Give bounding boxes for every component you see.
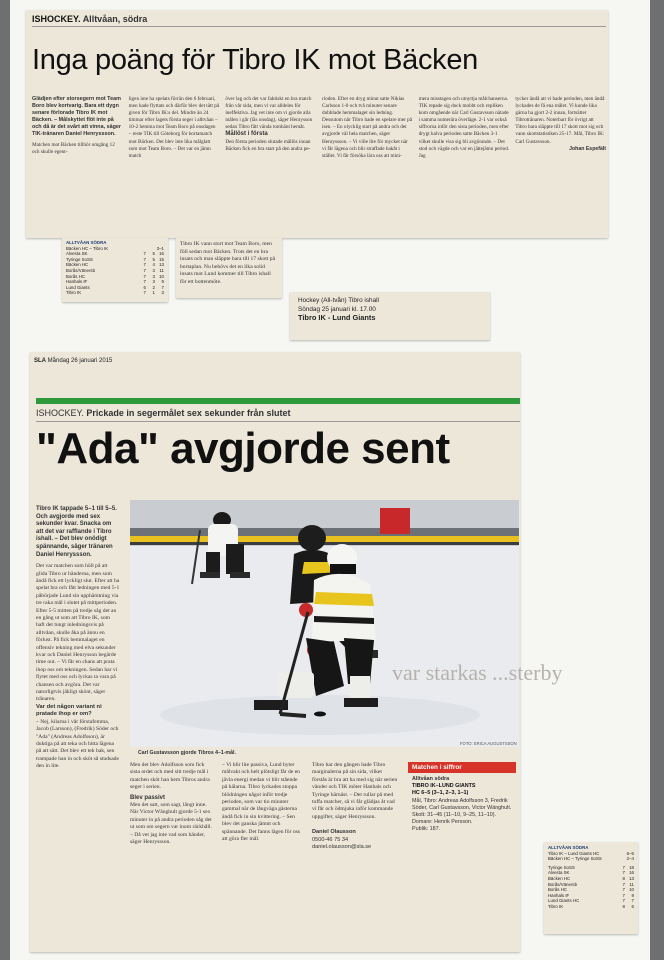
kicker-rule [32,26,606,27]
team-stat: 11 [159,267,164,273]
article2-kicker [36,408,290,418]
team-stat: 7 [161,284,164,290]
team-stat: 13 [159,262,164,268]
standings-clipping-2 [544,842,638,934]
team-stat: 10 [629,887,634,893]
result-score: 3–1 [156,245,164,251]
hockey-photo [130,500,563,747]
byline-phone: 0500-46 75 34 [312,836,349,843]
team-name: Bäcken HC [66,262,89,268]
standings-row [66,290,164,296]
team-stat: 2 [152,284,155,290]
team-stat: 13 [629,875,634,881]
team-stat: 16 [159,251,164,257]
arena-sign: var starkas ...sterby [392,660,563,685]
article2-lead: Tibro IK tappade 5–1 till 5–5. Och avgjorde med sex sekunder kvar. Snacka om att det var rafflande i Tibro ishall. – Det blev onödigt spännande, säger tränaren Daniel Henryssson. [36,506,117,558]
hockey-photo-image [130,500,563,747]
team-stat: 8 [622,903,625,909]
standings-table [66,251,164,296]
article1-lead: Glädjen efter storsegern mot Team Boro blev kortvarig. Bara ett dygn senare förlorade Tibro IK mot Bäcken. – Målskyttet flöt inte på och då är det svårt att vinna, säger TIK-tränaren Daniel Henryssson. [32,96,121,138]
team-stat: 11 [629,881,634,887]
facts-score: HC 6–5 (3–1, 2–3, 1–1) [412,790,469,797]
article1-column [515,96,606,234]
facts-box [408,762,516,932]
schedule-match: Tibro IK - Lund Giants [298,313,376,322]
team-stat: 7 [631,898,634,904]
article-clipping-1 [26,10,608,238]
team-stat: 10 [159,273,164,279]
team-name: Lund Giants HC [548,898,580,904]
team-stat: 6–5 [626,850,634,856]
kicker-text: Prickade in segermålet sex sekunder från slutet [86,408,291,418]
article1-body [32,96,606,234]
facts-shots: Skott: 31–45 (11–10, 9–25, 11–10). [412,812,497,819]
team-name: Borås HC [66,273,86,279]
team-name: Tyringe SoSS [548,864,575,870]
team-stat: 4 [152,262,155,268]
standings-row [548,904,634,910]
article2-headline: "Ada" avgjorde sent [36,424,450,473]
team-stat: 9 [161,279,164,285]
article1-column-text: rioden. Efter en dryg minut satte Niklas Carlsson 1-0 och två minuter senare dubblade hemmalaget sin ledning. Dessutom når Tibro hade en spelare mer på isen. – En olycklig start på andra och det avgjorde väl hela matchen, säger Henryssson. – Vi ville lite för mycket när vi får lägena och blir straffade bakåt i stället. Vi får försöka lära oss att mini- [322,96,413,159]
article2-column [130,762,214,942]
standings-results [548,851,634,862]
article1-column-text: ligen inte ha spelats förrän den 6 februari, men hade flyttats och därför blev det tätt på given för Tibro IK:s del. Mindre än 24 timmar efter lagets första seger i alltvåan – 10-2 hemma mot Team Boro på onsdagen – reste TIK till Göteborg för bortamatch mot Bäcken. Det blev inte lika målglatt som mot Team Boro. – Det var en jämn match [128,96,220,159]
team-name: Borås HC [548,887,568,893]
standings-title: ALLTVÅAN SÖDRA [66,240,107,245]
team-stat: 5 [152,251,155,257]
article2-column-text: Det var matchen som höll på att glida Tibro ur händerna, men som ändå fick ett lyckligt slut. Efter att ha spelat bra och fått ledningen med 5-1 påbörjade Lund sin upphämtning via tre raka mål i slutet på mittperioden. Efter 5-5 mitten på tredje såg det an en gång ut som att Tibro IK, som haft det tungt inledningsvis på alltvåan, skulle åka på ännu en förlust. På fick bemmalaget en offensiv tekning med elva sekunder kvar och Daniel Henrysson begärde time out. – Vi får en chans att prata ihop oss om tekningen. Sedan har vi flytet med oss och lyckas ta vara på chansen och avgöra. Det var naturligtvis jäkligt skönt, säger tränaren. [36,563,120,703]
article2-subheading: Var det någon variant ni pratade ihop er om? [36,703,102,718]
facts-body [408,773,516,837]
kicker-section: ISHOCKEY. [36,408,84,418]
facts-league: Alltvåan södra [412,776,450,782]
article1-column-text: tycker ändå att vi hade perioden, men ändå lyckades de få ena målet. Vi kunde lika gärna ha gjort 2-2 innan, fortsätter Tibrotränaren. Noterbart för övrigt att Tibro bara släppte till 17 skott mot sig och vann skottstatistiken 25-17. Mål, Tibro IK: Carl Gustavsson. [515,96,605,145]
paper-date: Måndag 26 januari 2015 [47,358,113,364]
team-stat: 3 [152,279,155,285]
section-bar [36,398,520,404]
article1-column [322,96,413,234]
team-name: Lund Giants [66,284,90,290]
team-stat: 3 [152,273,155,279]
team-stat: 7 [143,290,146,296]
standings-clipping-1 [62,238,168,302]
team-stat: 9 [631,892,634,898]
team-stat: 1 [152,290,155,296]
photo-caption: Carl Gustavsson gjorde Tibros 4–1-mål. [138,750,236,756]
team-stat: 16 [629,870,634,876]
team-stat: 6 [143,284,146,290]
team-stat: 15 [159,256,164,262]
team-stat: 3 [161,290,164,296]
team-name: Borås/Vänersb [66,267,96,273]
photo-credit: FOTO: ERICA AUGUSTSSON [460,741,517,746]
standings-title: ALLTVÅAN SÖDRA [548,845,589,850]
byline-name: Daniel Olausson [312,829,356,836]
team-name: Bäcken HC – Tyringe SoSS [548,856,602,862]
team-name: Hanhals IF [66,279,88,285]
team-stat: 7 [143,267,146,273]
article2-column-text: – Nej, kilarna i vår förstafemma, Jacob (Larsson), (Fredrik) Söder och "Ada" (Andreas Adolfsson), är duktiga på att teka och hitta lägena på att sätt. Det blev ett tek bak, sen trampade han in och sköt så studsade den in lite. [36,718,119,770]
facts-goals: Mål, Tibro: Andreas Adolfsson 3, Fredrik Söder, Carl Gustavsson, Victor Wänghult. [412,797,512,811]
team-stat: 3 [152,267,155,273]
facts-crowd: Publik: 187. [412,826,441,833]
schedule-clipping [290,292,490,340]
schedule-line-2: Söndag 25 januari kl. 17.00 [298,305,376,313]
team-stat: 7 [622,881,625,887]
article2-column-text: – Vi blir lite passiva, Lund byter målvakt och helt plötsligt får de en jävla energi medan vi blir stående på hälarna. Tibro lyckades stoppa blödningen något inför tredje perioden, som var tio minuter gammal när de långväga gästerna ändå fick in sin kvittering. – Sen blev det ganska jämnt och spännande. Det fanns lägen för oss att göra fler mål. [222,762,300,843]
team-stat: 7 [143,262,146,268]
team-name: Bäcken HC [548,875,571,881]
kicker-section: ISHOCKEY. [32,14,81,24]
team-stat: 7 [622,892,625,898]
team-name: Tyringe SoSS [66,256,93,262]
team-stat: 7 [622,870,625,876]
team-name: Alvesta SK [548,870,570,876]
article1-column [225,96,316,234]
team-stat: 7 [622,898,625,904]
article1-column [32,96,123,234]
facts-header: Matchen i siffror [408,762,516,773]
article1-column-text: Den första perioden slutade mållös innan Bäcken fick en bra start på den andra pe- [225,138,311,152]
article1-column-text: mera misstagen och utnyttja målchanserna. TIK repade sig dock mobbt och repliken kom omgående när Carl Gustavsson nätade i samma numerära överläge. 2-1 var också siffrorna inför den sista perioden, men efter drygt halva perioden satte Bäcken 3-1 vilket skulle visa sig bli avgörande. – Det stod och vägde och var en jättejämn period. Jag [418,96,510,159]
team-name: Borås/Vänersb [548,881,578,887]
team-name: Alvesta SK [66,251,88,257]
note-clipping [176,238,282,298]
article1-byline: Johan Espefält [569,145,607,152]
note-text: Tibro IK vann stort mot Team Boro, men föll sedan mot Bäcken. Trots det en bra insats och man släppte bara till 17 skott på bortaplan. Nu behövs det en lika solid insats mot Lund kommer till Tibro ishall för ett bottenmöte. [180,241,276,285]
article2-byline [312,829,398,851]
team-stat: 7 [143,251,146,257]
article1-column-text: Matchen mot Bäcken tillhör omgång 12 och skulle egent- [32,141,115,155]
team-name: Hanhals IF [548,892,570,898]
team-name: Tibro IK [548,903,564,909]
byline-email: daniel.olausson@sla.se [312,844,372,851]
article2-left-column [36,506,120,946]
kicker-rule [36,421,520,422]
team-stat: 2–4 [626,856,634,862]
result-match: Bäcken HC – Tibro IK [66,245,109,251]
article1-column [129,96,220,234]
team-stat: 7 [143,279,146,285]
kicker-text: Alltvåan, södra [82,14,148,24]
article1-kicker [32,14,147,24]
article1-column-text: över lag och det var faktiskt en bra match från vår sida, men vi var alldeles för ineffektiva. Jag vet inte om vi gjorde alla målen i går (läs onsdag), säger Henrysson sedan Tibro fått vända tomhänt hemåt. [225,96,313,131]
article1-headline: Inga poäng för Tibro IK mot Bäcken [32,44,479,76]
schedule-line-1: Hockey (All-tvån) Tibro ishall [298,297,379,304]
team-stat: 5 [152,256,155,262]
standings-table [548,865,634,910]
team-stat: 8 [622,875,625,881]
team-stat: 7 [143,256,146,262]
article1-subheading: Mållöst i första [225,131,268,138]
team-stat: 7 [622,864,625,870]
article2-column-text: Men det blev Adolfsson som fick sista ordet och med sitt tredje mål i matchen sköt han hem Tibros andra seger i serien. [130,762,210,791]
article2-subheading: Blev passivt [130,794,166,801]
article1-column [419,96,510,234]
team-name: Tibro IK – Lund Giants HC [548,850,600,856]
article2-column-text: Men det satt, som sagt, långt inne. När Victor Wänghult gjorde 5-1 sex minuter in på andra perioden såg det ut som om segern var inom räckhåll. – Då vet jag inte vad som händer, säger Henryssson. [130,802,212,846]
team-stat: 18 [629,864,634,870]
article2-column [222,762,304,942]
paper-header [34,358,112,364]
standings-row [548,856,634,862]
paper-name: SLA [34,358,46,364]
team-stat: 6 [631,903,634,909]
team-name: Tibro IK [66,290,82,296]
team-stat: 7 [622,887,625,893]
article2-column-text: Tibro har den gången hade Tibro marginalerna på sin sida, vilket förstås är bra att ha med sig när serien vänder och TIK möter Hanhals och Tyringe härnäst. – Det rullar på med tuffa matcher, så vi får glädjas åt vad vi får och ödmjuka inför kommande uppgifter, säger Henryssson. [312,762,398,820]
facts-referee: Domare: Henrik Persson. [412,819,473,826]
team-stat: 7 [143,273,146,279]
facts-match: TIBRO IK–LUND GIANTS [412,783,476,790]
article2-column [312,762,398,942]
